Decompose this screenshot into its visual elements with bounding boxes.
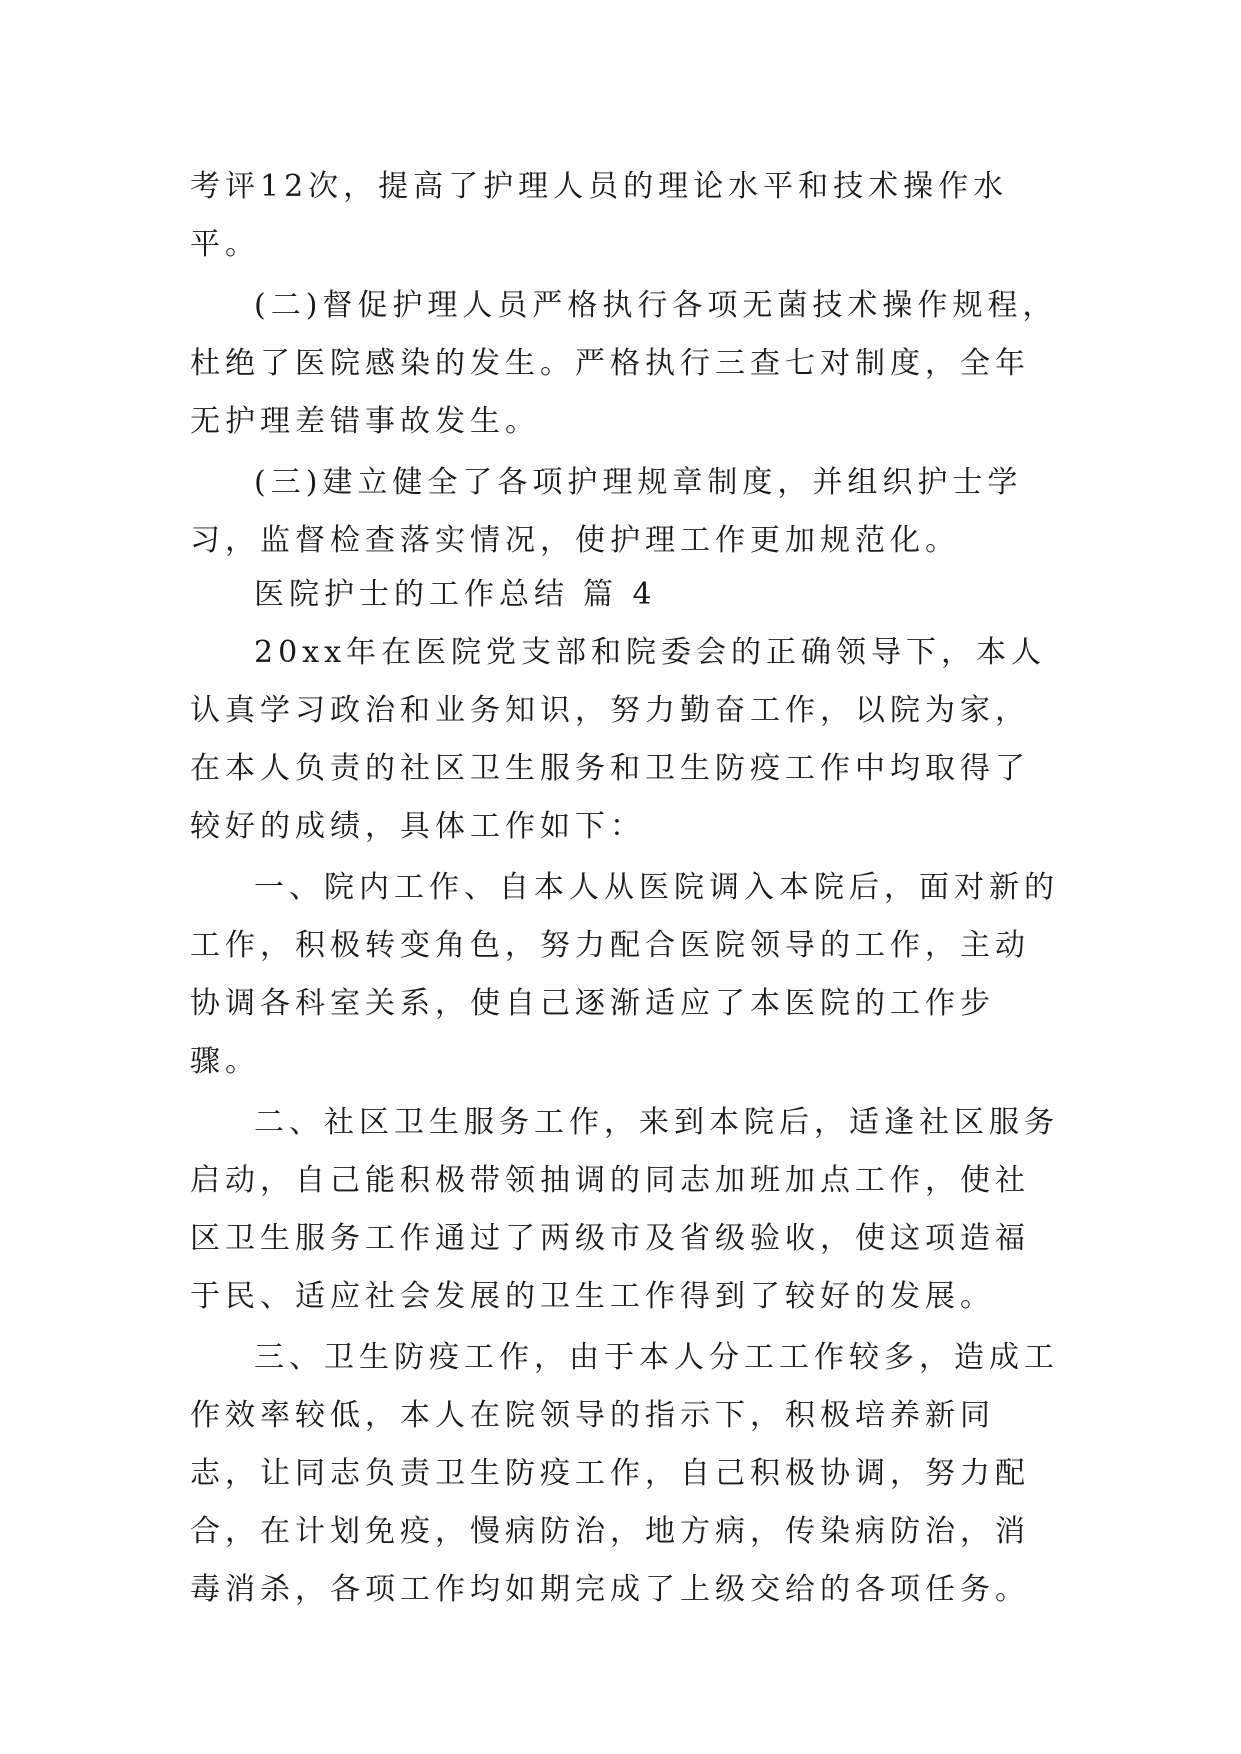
- section-3-continuation: [190, 158, 1060, 570]
- section-4-body: [190, 624, 1060, 1619]
- paragraph-intro: 20xx年在医院党支部和院委会的正确领导下，本人认真学习政治和业务知识，努力勤奋工作，以院为家，在本人负责的社区卫生服务和卫生防疫工作中均取得了较好的成绩，具体工作如下：: [190, 635, 1047, 844]
- paragraph-item-2: (二)督促护理人员严格执行各项无菌技术操作规程，杜绝了医院感染的发生。严格执行三查七对制度，全年无护理差错事故发生。: [190, 288, 1058, 439]
- section-heading-number: 篇 4: [583, 577, 657, 612]
- paragraph-item-3: (三)建立健全了各项护理规章制度，并组织护士学习，监督检查落实情况，使护理工作更加规范化。: [190, 465, 1023, 558]
- paragraph-point-2: 二、社区卫生服务工作，来到本院后，适逢社区服务启动，自己能积极带领抽调的同志加班加点工作，使社区卫生服务工作通过了两级市及省级验收，使这项造福于民、适应社会发展的卫生工作得到了较好的发展。: [190, 1105, 1059, 1314]
- paragraph-point-1: 一、院内工作、自本人从医院调入本院后，面对新的工作，积极转变角色，努力配合医院领导的工作，主动协调各科室关系，使自己逐渐适应了本医院的工作步骤。: [190, 870, 1059, 1079]
- paragraph-point-3: 三、卫生防疫工作，由于本人分工工作较多，造成工作效率较低，本人在院领导的指示下，积极培养新同志，让同志负责卫生防疫工作，自己积极协调，努力配合，在计划免疫，慢病防治，地方病，传染病防治，消毒消杀，各项工作均如期完成了上级交给的各项任务。: [190, 1340, 1059, 1607]
- section-heading: [254, 566, 657, 624]
- paragraph-continuation: 考评12次，提高了护理人员的理论水平和技术操作水平。: [190, 169, 1009, 262]
- section-heading-title: 医院护士的工作总结: [254, 577, 569, 612]
